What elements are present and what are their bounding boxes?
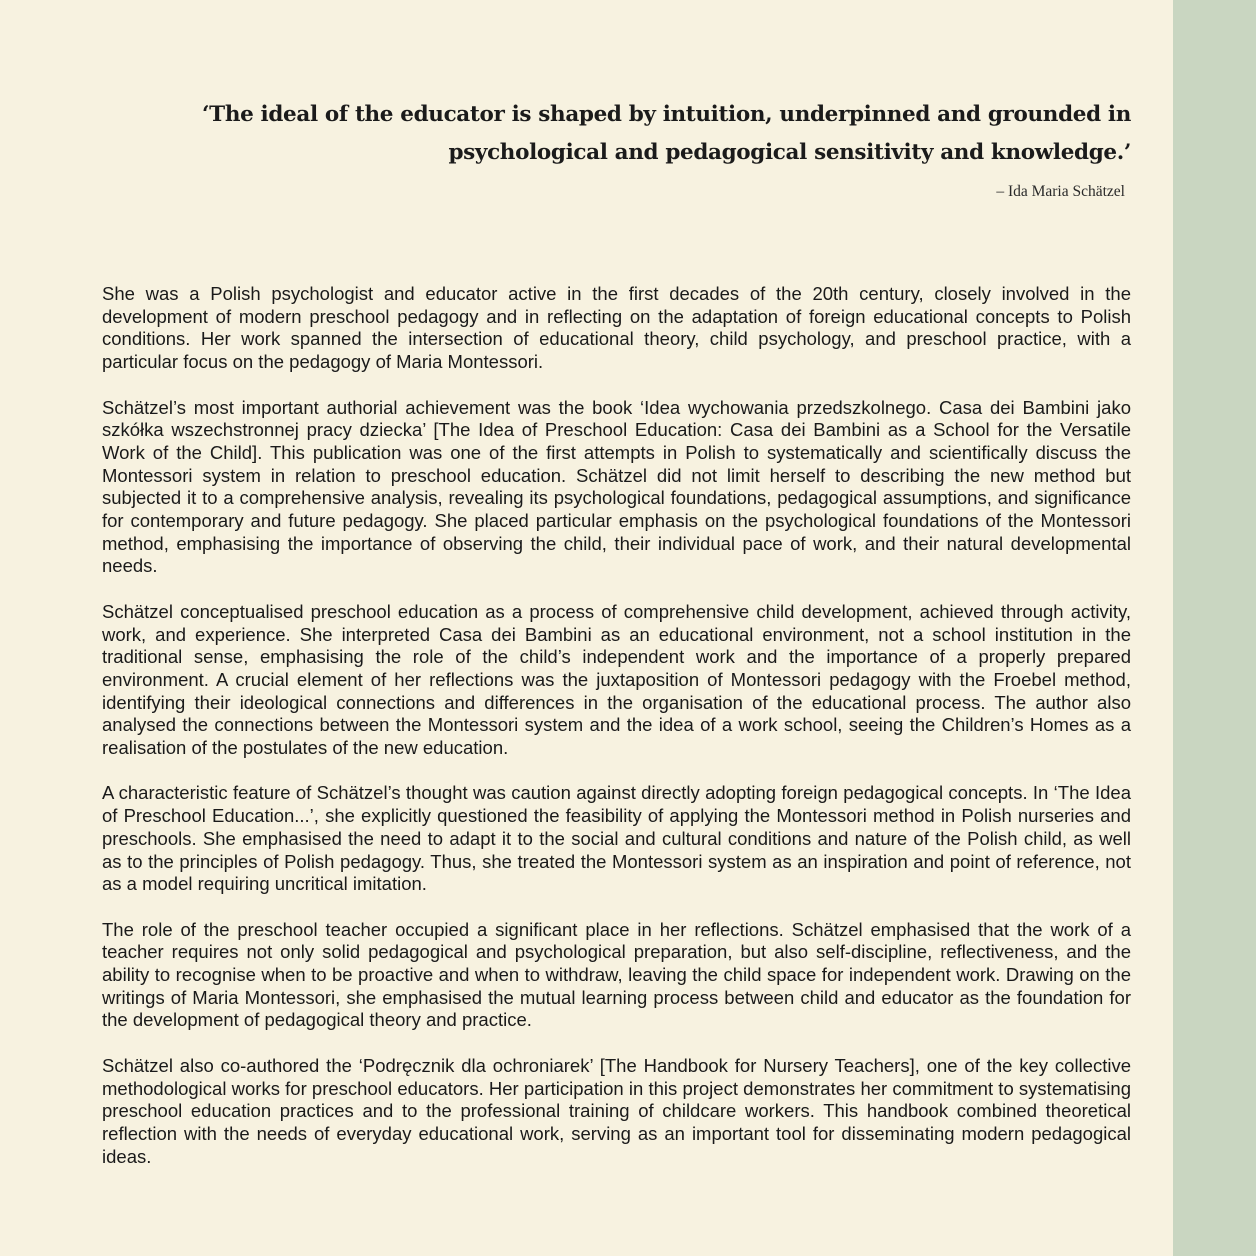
paragraph: The role of the preschool teacher occupied a significant place in her reflections. Schätzel emphasised that the work of a teacher requires not only solid pedagogical and psychological preparation, but also self-discipline, reflectiveness, and the ability to recognise when to be proactive and when to withdraw, leaving the child space for independent work. Drawing on the writings of Maria Montessori, she emphasised the mutual learning process between child and educator as the foundation for the development of pedagogical theory and practice.: [102, 918, 1131, 1031]
decorative-side-band: [1173, 0, 1256, 1256]
paragraph: A characteristic feature of Schätzel’s thought was caution against directly adopting foreign pedagogical concepts. In ‘The Idea of Preschool Education...’, she explicitly questioned the feasibility of applying the Montessori method in Polish nurseries and preschools. She emphasised the need to adapt it to the social and cultural conditions and nature of the Polish child, as well as to the principles of Polish pedagogy. Thus, she treated the Montessori system as an inspiration and point of reference, not as a model requiring uncritical imitation.: [102, 782, 1131, 895]
biography-text: [102, 283, 1131, 1191]
paragraph: Schätzel also co-authored the ‘Podręcznik dla ochroniarek’ [The Handbook for Nursery Teachers], one of the key collective methodological works for preschool educators. Her participation in this project demonstrates her commitment to systematising preschool education practices and to the professional training of childcare workers. This handbook combined theoretical reflection with the needs of everyday educational work, serving as an important tool for disseminating modern pedagogical ideas.: [102, 1054, 1131, 1167]
epigraph: [130, 96, 1131, 202]
paragraph: Schätzel conceptualised preschool education as a process of comprehensive child development, achieved through activity, work, and experience. She interpreted Casa dei Bambini as an educational environment, not a school institution in the traditional sense, emphasising the role of the child’s independent work and the importance of a properly prepared environment. A crucial element of her reflections was the juxtaposition of Montessori pedagogy with the Froebel method, identifying their ideological connections and differences in the organisation of the educational process. The author also analysed the connections between the Montessori system and the idea of a work school, seeing the Children’s Homes as a realisation of the postulates of the new education.: [102, 600, 1131, 759]
epigraph-quote: ‘The ideal of the educator is shaped by intuition, underpinned and grounded in psychological and pedagogical sensitivity and knowledge.’: [202, 102, 1131, 165]
epigraph-attribution: – Ida Maria Schätzel: [996, 183, 1125, 200]
paragraph: She was a Polish psychologist and educator active in the first decades of the 20th century, closely involved in the development of modern preschool pedagogy and in reflecting on the adaptation of foreign educational concepts to Polish conditions. Her work spanned the intersection of educational theory, child psychology, and preschool practice, with a particular focus on the pedagogy of Maria Montessori.: [102, 283, 1131, 373]
paragraph: Schätzel’s most important authorial achievement was the book ‘Idea wychowania przedszkolnego. Casa dei Bambini jako szkółka wszechstronnej pracy dziecka’ [The Idea of Preschool Education: Casa dei Bambini as a School for the Versatile Work of the Child]. This publication was one of the first attempts in Polish to systematically and scientifically discuss the Montessori system in relation to preschool education. Schätzel did not limit herself to describing the new method but subjected it to a comprehensive analysis, revealing its psychological foundations, pedagogical assumptions, and significance for contemporary and future pedagogy. She placed particular emphasis on the psychological foundations of the Montessori method, emphasising the importance of observing the child, their individual pace of work, and their natural developmental needs.: [102, 396, 1131, 577]
